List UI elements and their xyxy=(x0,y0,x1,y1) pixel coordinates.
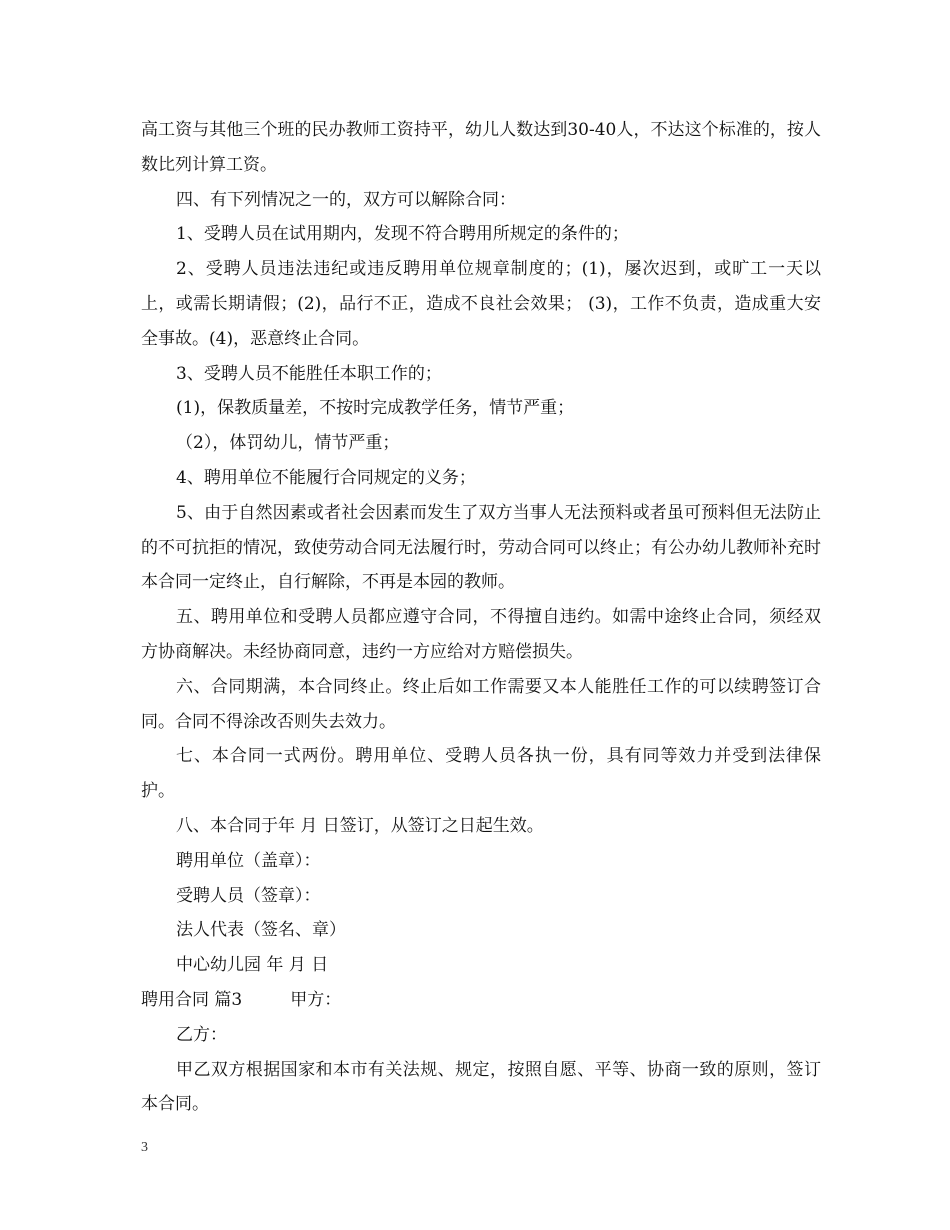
paragraph-salary-terms: 高工资与其他三个班的民办教师工资持平，幼儿人数达到30-40人，不达这个标准的，按人数比列计算工资。 xyxy=(141,120,821,175)
paragraph-agreement-basis: 甲乙双方根据国家和本市有关法规、规定，按照自愿、平等、协商一致的原则，签订本合同。 xyxy=(141,1059,821,1115)
paragraph-item-5: 5、由于自然因素或者社会因素而发生了双方当事人无法预料或者虽可预料但无法防止的不可抗拒的情况，致使劳动合同无法履行时，劳动合同可以终止；有公办幼儿教师补充时本合同一定终止，自行解除，不再是本园的教师。 xyxy=(141,502,821,593)
paragraph-item-3-sub-1: (1)，保教质量差，不按时完成教学任务，情节严重； xyxy=(176,398,575,419)
paragraph-clause-6: 六、合同期满，本合同终止。终止后如工作需要又本人能胜任工作的可以续聘签订合同。合同不得涂改否则失去效力。 xyxy=(141,676,821,732)
section-title: 聘用合同 篇3 xyxy=(141,989,243,1010)
party-b-label: 乙方： xyxy=(176,1024,227,1045)
document-body xyxy=(141,113,821,1122)
signature-employer: 聘用单位（盖章）： xyxy=(176,850,321,871)
signature-date-line: 中心幼儿园 年 月 日 xyxy=(176,955,329,976)
party-a-label: 甲方： xyxy=(290,989,342,1010)
paragraph-clause-7: 七、本合同一式两份。聘用单位、受聘人员各执一份，具有同等效力并受到法律保护。 xyxy=(141,746,821,802)
section-heading xyxy=(141,983,821,1018)
paragraph-item-1: 1、受聘人员在试用期内，发现不符合聘用所规定的条件的； xyxy=(176,224,629,245)
signature-employee: 受聘人员（签章）： xyxy=(176,885,321,906)
paragraph-item-4: 4、聘用单位不能履行合同规定的义务； xyxy=(176,467,476,488)
paragraph-item-3: 3、受聘人员不能胜任本职工作的； xyxy=(176,363,442,384)
page-number: 3 xyxy=(141,1140,148,1155)
paragraph-clause-5: 五、聘用单位和受聘人员都应遵守合同，不得擅自违约。如需中途终止合同，须经双方协商解决。未经协商同意，违约一方应给对方赔偿损失。 xyxy=(141,607,821,662)
paragraph-clause-8: 八、本合同于年 月 日签订，从签订之日起生效。 xyxy=(176,815,544,836)
paragraph-item-2: 2、受聘人员违法违纪或违反聘用单位规章制度的；(1)，屡次迟到，或旷工一天以上，或需长期请假；(2)，品行不正，造成不良社会效果； (3)，工作不负责，造成重大安全事故。(4)，恶意终止合同。 xyxy=(141,259,821,349)
paragraph-termination-heading: 四、有下列情况之一的，双方可以解除合同： xyxy=(176,189,516,210)
signature-legal-rep: 法人代表（签名、章） xyxy=(176,920,346,941)
paragraph-item-3-sub-2: （2），体罚幼儿，情节严重； xyxy=(176,433,400,454)
